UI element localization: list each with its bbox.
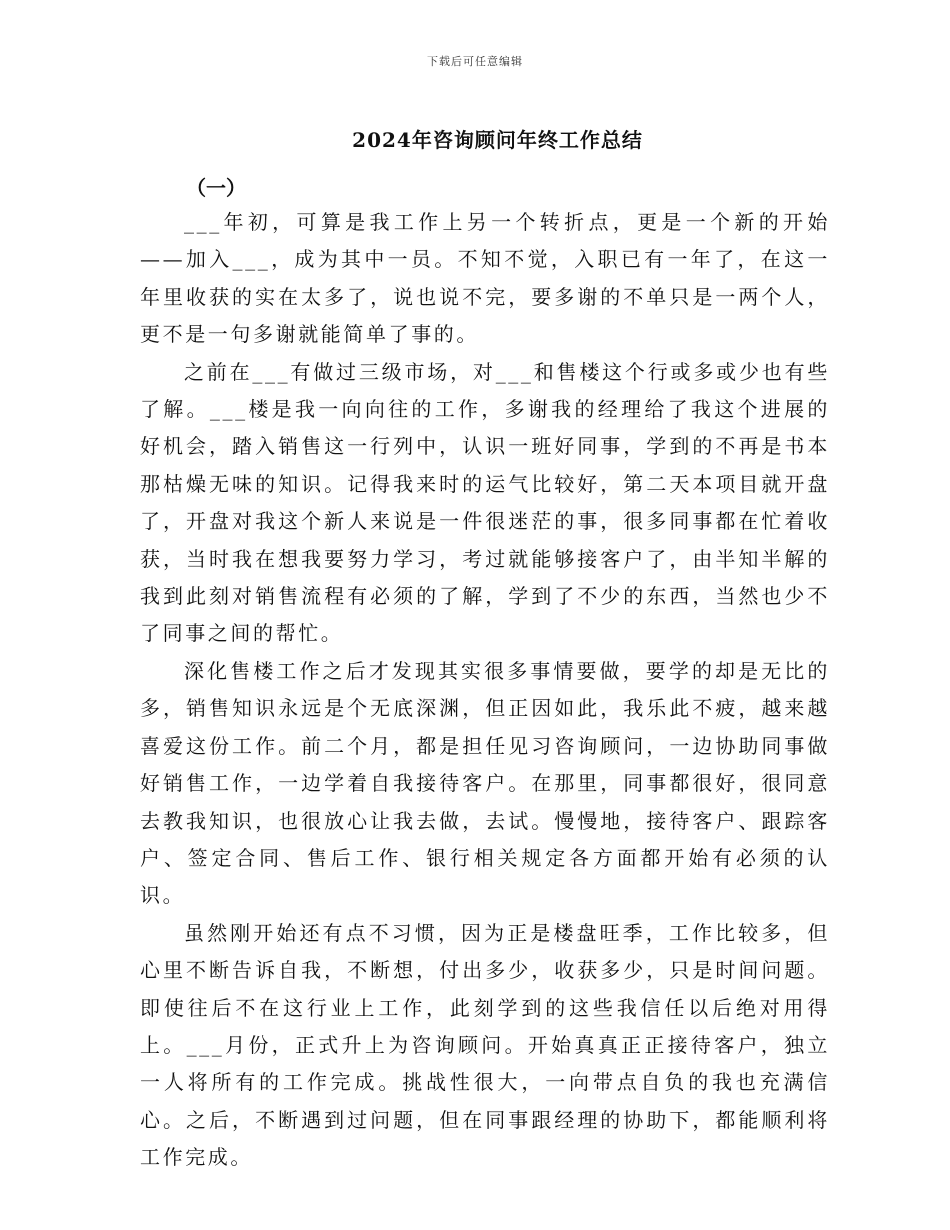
paragraph: 之前在___有做过三级市场，对___和售楼这个行或多或少也有些了解。___楼是我一向向往的工作，多谢我的经理给了我这个进展的好机会，踏入销售这一行列中，认识一班好同事，学到的不再是书本那枯燥无味的知识。记得我来时的运气比较好，第二天本项目就开盘了，开盘对我这个新人来说是一件很迷茫的事，很多同事都在忙着收获，当时我在想我要努力学习，考过就能够接客户了，由半知半解的我到此刻对销售流程有必须的了解，学到了不少的东西，当然也少不了同事之间的帮忙。 [140, 359, 830, 646]
document-body [140, 204, 830, 1177]
paragraph: ___年初，可算是我工作上另一个转折点，更是一个新的开始——加入___，成为其中一员。不知不觉，入职已有一年了，在这一年里收获的实在太多了，说也说不完，要多谢的不单只是一两个人，更不是一句多谢就能简单了事的。 [140, 210, 830, 347]
header-note: 下载后可任意编辑 [427, 55, 523, 68]
document-title: 2024年咨询顾问年终工作总结 [352, 128, 643, 152]
paragraph: 深化售楼工作之后才发现其实很多事情要做，要学的却是无比的多，销售知识永远是个无底深渊，但正因如此，我乐此不疲，越来越喜爱这份工作。前二个月，都是担任见习咨询顾问，一边协助同事做好销售工作，一边学着自我接待客户。在那里，同事都很好，很同意去教我知识，也很放心让我去做，去试。慢慢地，接待客户、跟踪客户、签定合同、售后工作、银行相关规定各方面都开始有必须的认识。 [140, 658, 830, 908]
paragraph: 虽然刚开始还有点不习惯，因为正是楼盘旺季，工作比较多，但心里不断告诉自我，不断想，付出多少，收获多少，只是时间问题。即使往后不在这行业上工作，此刻学到的这些我信任以后绝对用得上。___月份，正式升上为咨询顾问。开始真真正正接待客户，独立一人将所有的工作完成。挑战性很大，一向带点自负的我也充满信心。之后，不断遇到过问题，但在同事跟经理的协助下，都能顺利将工作完成。 [140, 920, 830, 1170]
section-heading: （一） [186, 176, 246, 200]
